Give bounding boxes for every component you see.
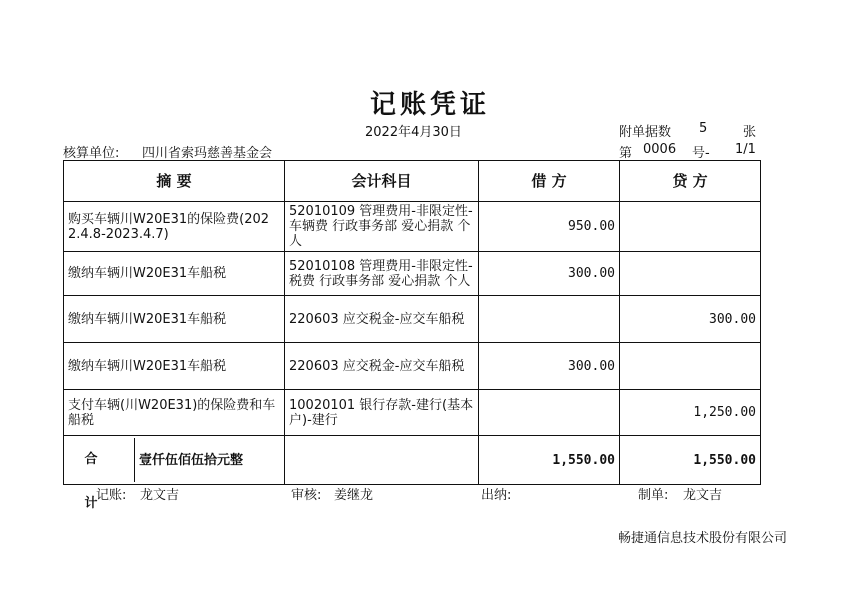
accounting-unit-label: 核算单位: — [63, 146, 120, 161]
reviewer-name: 姜继龙 — [334, 488, 374, 503]
entry-debit: 950.00 — [479, 202, 620, 252]
entry-subject: 10020101 银行存款-建行(基本户)-建行 — [285, 390, 479, 436]
table-row — [64, 202, 761, 252]
accounting-unit-name: 四川省索玛慈善基金会 — [142, 146, 273, 161]
footer-company: 畅捷通信息技术股份有限公司 — [618, 531, 788, 546]
entry-summary: 缴纳车辆川W20E31车船税 — [64, 343, 285, 390]
column-header-summary: 摘 要 — [64, 161, 285, 202]
entry-credit: 1,250.00 — [620, 390, 761, 436]
entry-summary: 缴纳车辆川W20E31车船税 — [64, 296, 285, 343]
voucher-no-suffix: 号- — [692, 146, 710, 161]
voucher-title: 记账凭证 — [369, 90, 490, 120]
entry-credit — [620, 252, 761, 296]
entry-summary: 购买车辆川W20E31的保险费(2022.4.8-2023.4.7) — [64, 202, 285, 252]
reviewer-label: 审核: — [291, 488, 322, 503]
column-header-debit: 借 方 — [479, 161, 620, 202]
total-amount-words: 壹仟伍佰伍拾元整 — [139, 452, 244, 468]
attachments-label: 附单据数 — [619, 125, 672, 140]
table-row — [64, 343, 761, 390]
entry-credit — [620, 343, 761, 390]
entry-credit — [620, 202, 761, 252]
entry-subject: 220603 应交税金-应交车船税 — [285, 296, 479, 343]
preparer-label: 制单: — [638, 488, 669, 503]
entry-subject: 52010108 管理费用-非限定性-税费 行政事务部 爱心捐款 个人 — [285, 252, 479, 296]
attachments-unit: 张 — [743, 125, 757, 140]
entry-debit — [479, 296, 620, 343]
total-debit: 1,550.00 — [479, 436, 620, 485]
cashier-label: 出纳: — [481, 488, 512, 503]
table-row — [64, 296, 761, 343]
total-label: 合 计 — [64, 438, 135, 482]
bookkeeper-label: 记账: — [96, 488, 127, 503]
column-header-credit: 贷 方 — [620, 161, 761, 202]
table-row — [64, 252, 761, 296]
entry-subject: 220603 应交税金-应交车船税 — [285, 343, 479, 390]
preparer-name: 龙文吉 — [683, 488, 723, 503]
voucher-page: 1/1 — [735, 142, 756, 157]
entry-credit: 300.00 — [620, 296, 761, 343]
entry-summary: 缴纳车辆川W20E31车船税 — [64, 252, 285, 296]
bookkeeper-name: 龙文吉 — [140, 488, 180, 503]
total-row — [64, 436, 761, 485]
entry-summary: 支付车辆(川W20E31)的保险费和车船税 — [64, 390, 285, 436]
attachments-count: 5 — [699, 121, 708, 136]
voucher-no-number: 0006 — [643, 142, 677, 157]
column-header-subject: 会计科目 — [285, 161, 479, 202]
entry-debit — [479, 390, 620, 436]
voucher-no-prefix: 第 — [619, 146, 633, 161]
total-empty-cell — [285, 436, 479, 485]
entry-debit: 300.00 — [479, 343, 620, 390]
voucher-date: 2022年4月30日 — [365, 125, 462, 140]
table-header — [64, 161, 761, 202]
entry-subject: 52010109 管理费用-非限定性-车辆费 行政事务部 爱心捐款 个人 — [285, 202, 479, 252]
total-credit: 1,550.00 — [620, 436, 761, 485]
table-row — [64, 390, 761, 436]
entry-debit: 300.00 — [479, 252, 620, 296]
